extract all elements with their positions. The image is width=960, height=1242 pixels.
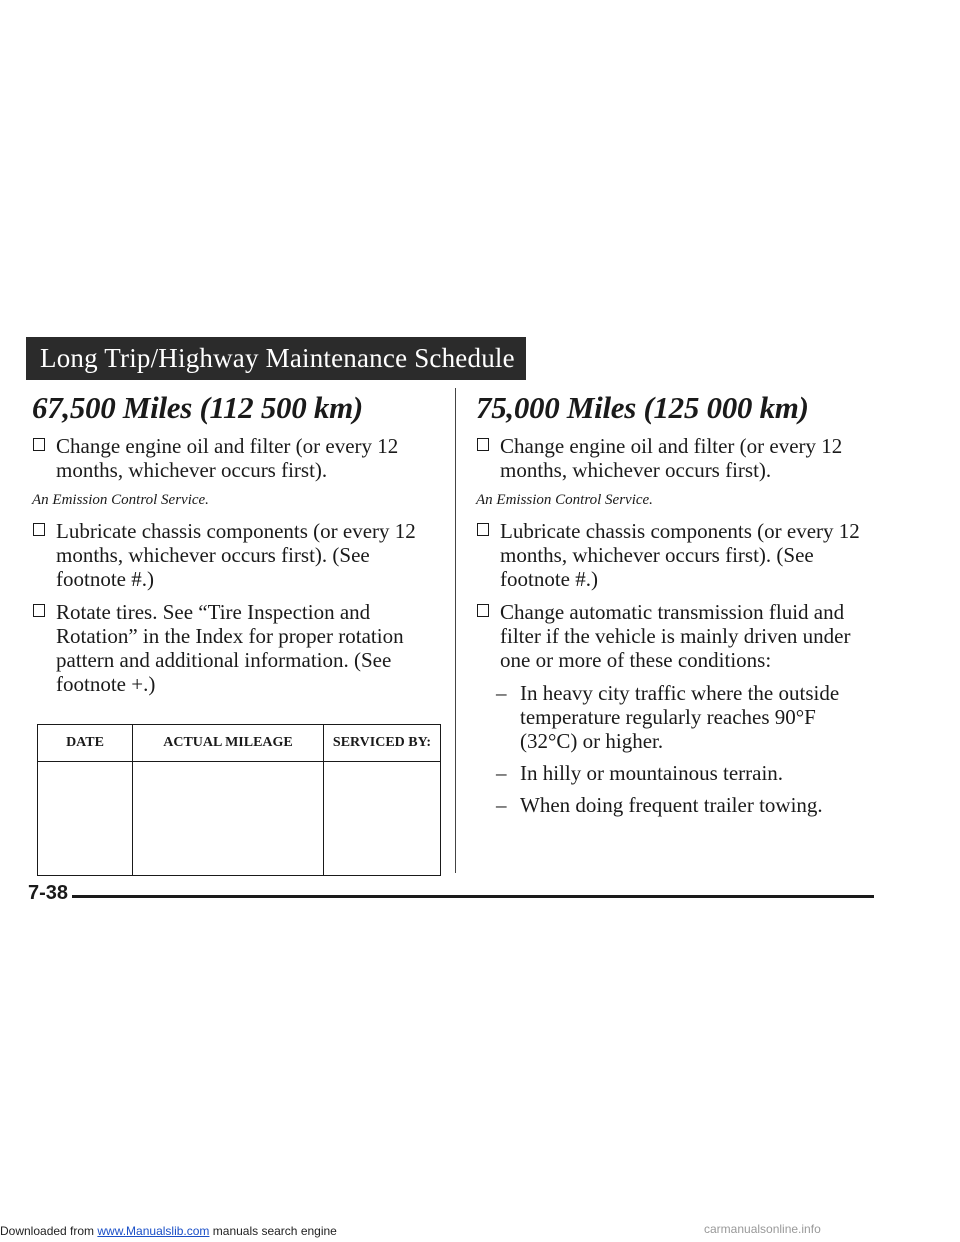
- section-header-bar: Long Trip/Highway Maintenance Schedule: [26, 337, 526, 380]
- maintenance-item: [476, 519, 871, 591]
- condition-item: [476, 761, 871, 785]
- dash-bullet: –: [496, 761, 507, 785]
- maintenance-item: [32, 600, 442, 696]
- date-header: DATE: [38, 725, 133, 762]
- maintenance-item: [32, 519, 442, 591]
- left-section-title: 67,500 Miles (112 500 km): [32, 390, 363, 425]
- condition-text: In hilly or mountainous terrain.: [520, 761, 784, 785]
- right-column: [476, 434, 871, 817]
- serviced-by-cell[interactable]: [324, 762, 441, 876]
- footer-rule: [72, 895, 874, 898]
- checkbox-icon[interactable]: [477, 523, 489, 536]
- banner-prefix: Downloaded from: [0, 1224, 98, 1238]
- checkbox-icon[interactable]: [33, 438, 45, 451]
- mileage-cell[interactable]: [133, 762, 324, 876]
- condition-item: [476, 793, 871, 817]
- mileage-header: ACTUAL MILEAGE: [133, 725, 324, 762]
- dash-bullet: –: [496, 681, 507, 705]
- watermark: carmanualsonline.info: [704, 1222, 821, 1236]
- left-column: [32, 434, 442, 705]
- maintenance-item: [32, 434, 442, 510]
- right-section-title: 75,000 Miles (125 000 km): [476, 390, 809, 425]
- date-cell[interactable]: [38, 762, 133, 876]
- emission-note: An Emission Control Service.: [32, 492, 209, 508]
- condition-text: In heavy city traffic where the outside temperature regularly reaches 90°F (32°C) or higher.: [520, 681, 840, 753]
- manualslib-link[interactable]: www.Manualslib.com: [97, 1224, 210, 1238]
- condition-text: When doing frequent trailer towing.: [520, 793, 823, 817]
- page-number: 7-38: [28, 882, 72, 905]
- download-banner: [0, 1224, 337, 1238]
- column-divider: [455, 388, 456, 873]
- item-text: Change engine oil and filter (or every 12 months, whichever occurs first).: [56, 434, 399, 482]
- condition-item: [476, 681, 871, 753]
- item-text: Lubricate chassis components (or every 12 months, whichever occurs first). (See footnote #.): [56, 519, 416, 591]
- serviced-by-header: SERVICED BY:: [324, 725, 441, 762]
- checkbox-icon[interactable]: [477, 438, 489, 451]
- emission-note: An Emission Control Service.: [476, 492, 653, 508]
- item-text: Change engine oil and filter (or every 12 months, whichever occurs first).: [500, 434, 843, 482]
- checkbox-icon[interactable]: [33, 523, 45, 536]
- item-text: Lubricate chassis components (or every 12 months, whichever occurs first). (See footnote #.): [500, 519, 860, 591]
- checkbox-icon[interactable]: [33, 604, 45, 617]
- maintenance-item: [476, 600, 871, 672]
- table-header-row: [38, 725, 441, 762]
- maintenance-item: [476, 434, 871, 510]
- banner-suffix: manuals search engine: [209, 1224, 337, 1238]
- item-text: Change automatic transmission fluid and filter if the vehicle is mainly driven under one or more of these conditions:: [500, 600, 851, 672]
- table-row: [38, 762, 441, 876]
- dash-bullet: –: [496, 793, 507, 817]
- service-record-table: [37, 724, 441, 876]
- item-text: Rotate tires. See “Tire Inspection and Rotation” in the Index for proper rotation pattern and additional information. (See footnote +.): [56, 600, 404, 696]
- checkbox-icon[interactable]: [477, 604, 489, 617]
